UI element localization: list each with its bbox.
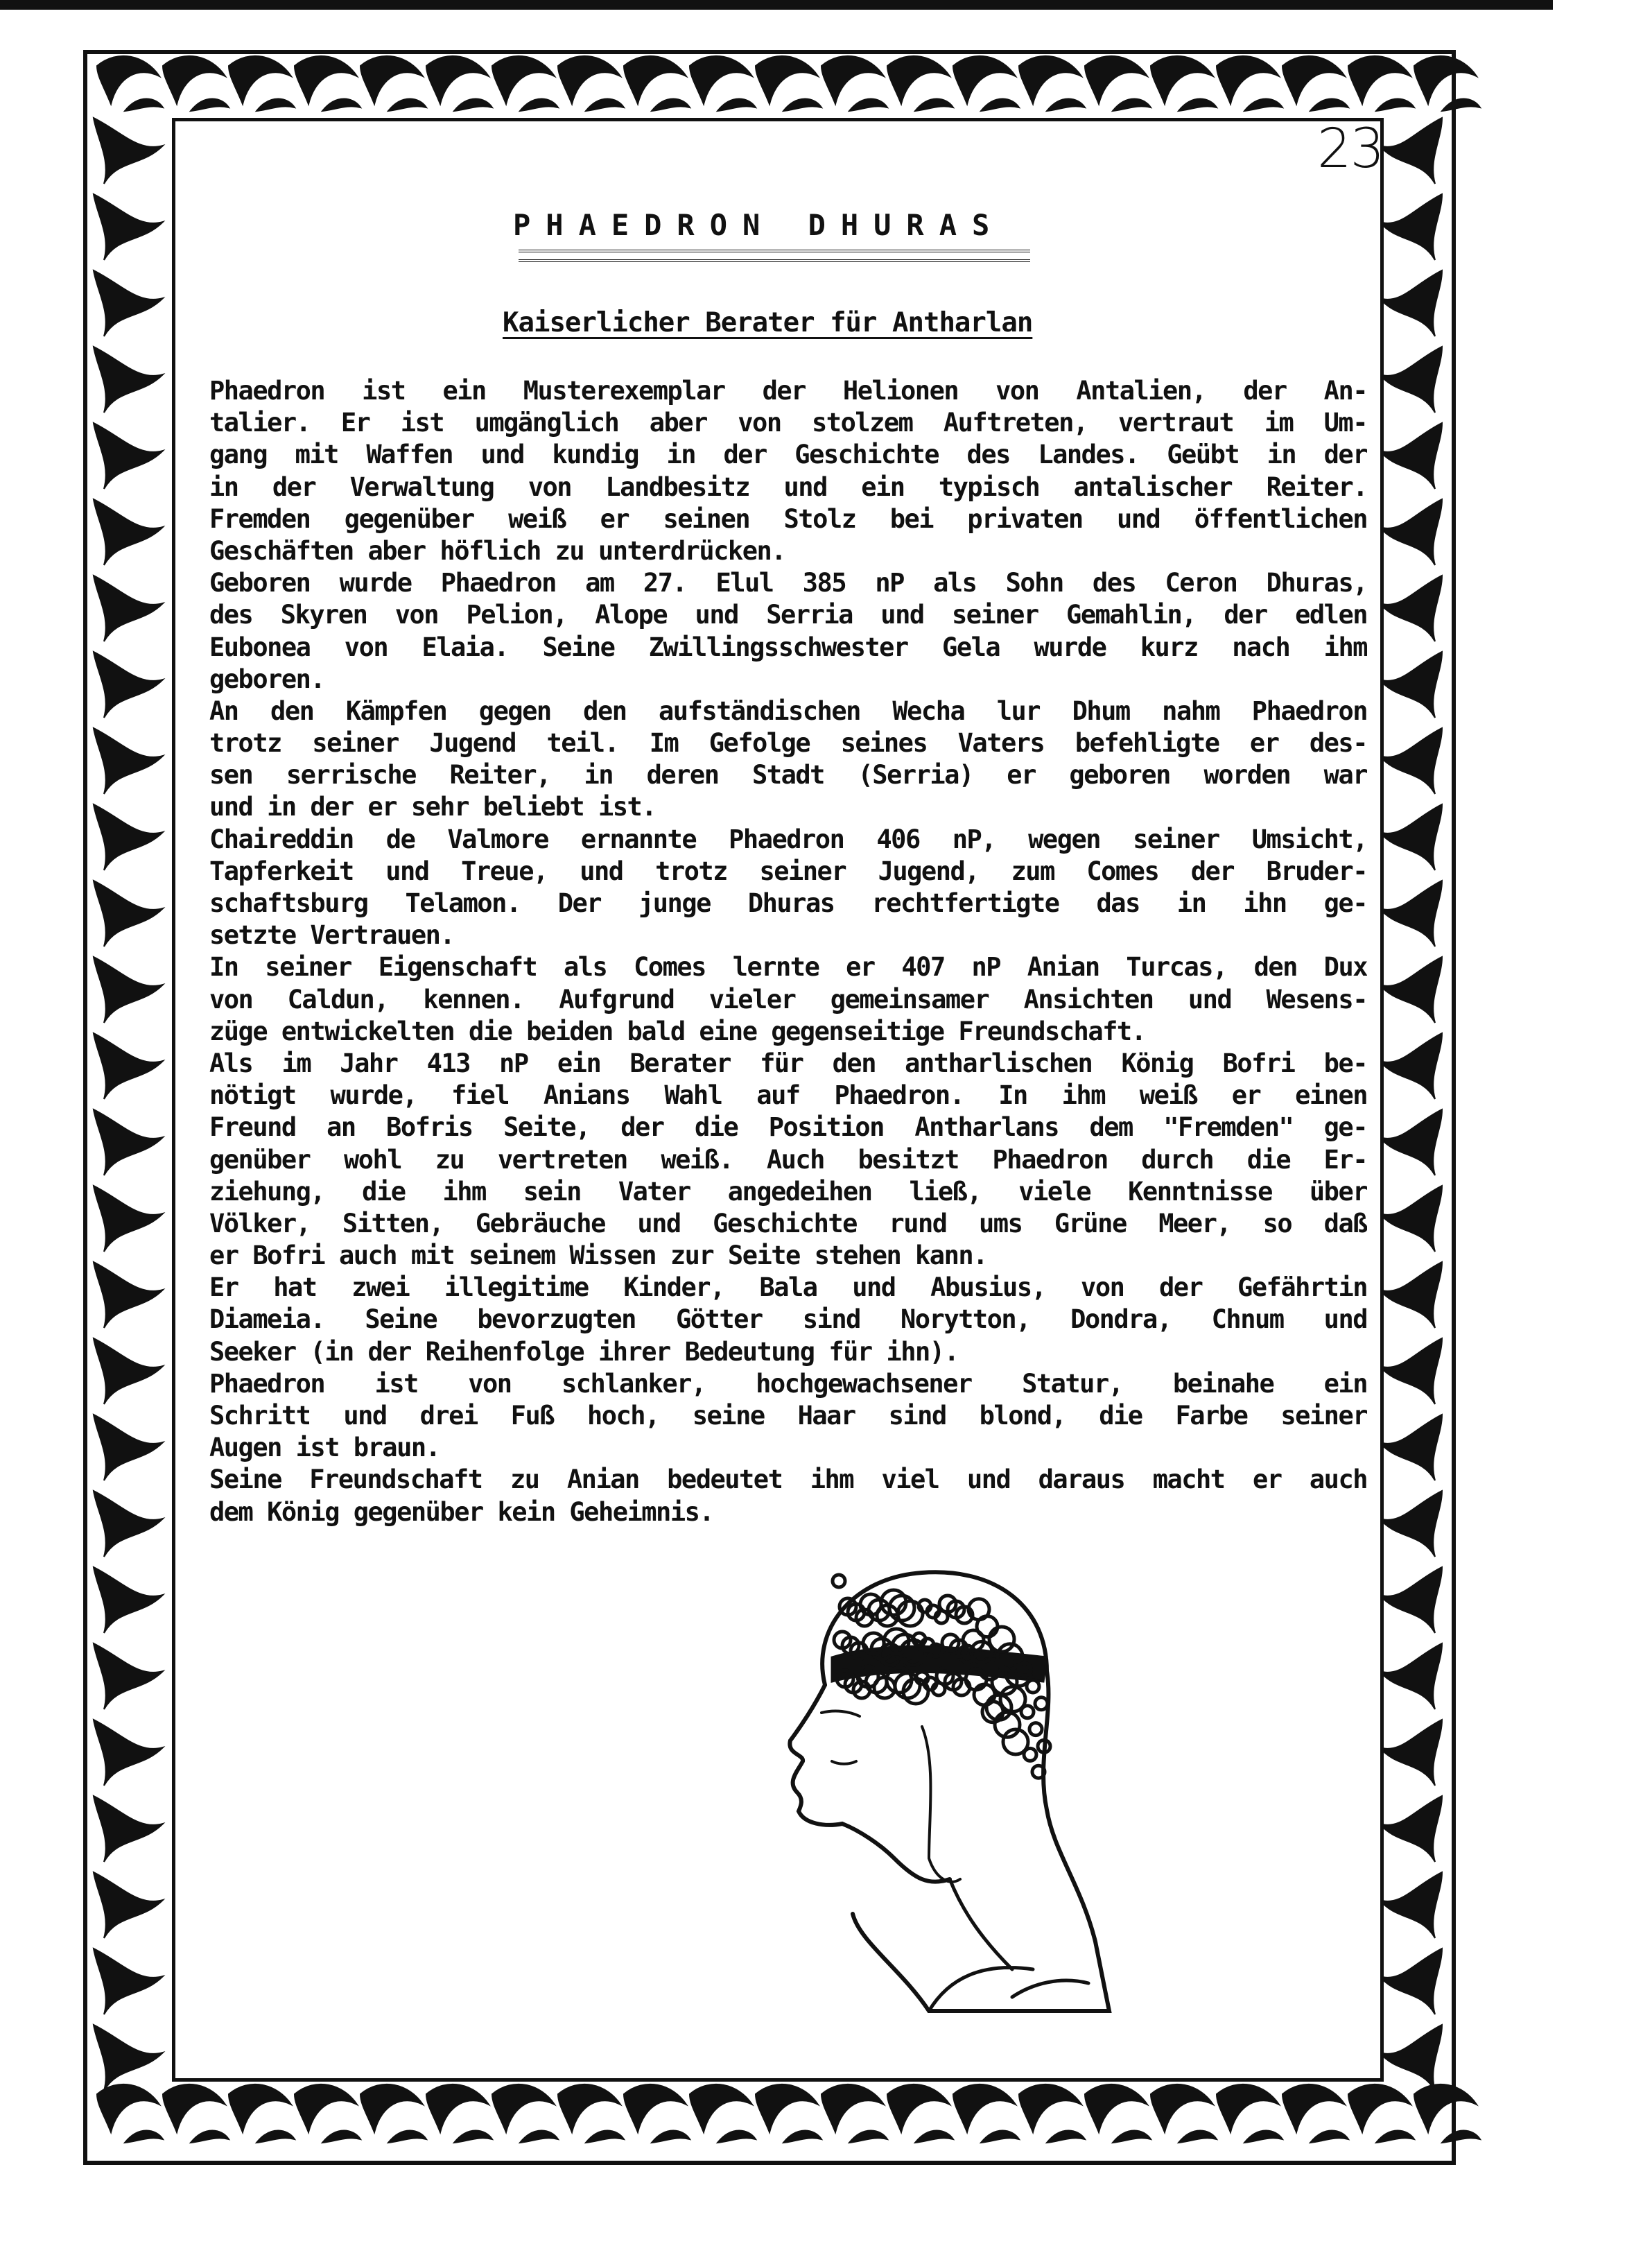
text-line: dem König gegenüber kein Geheimnis. [209,1496,714,1527]
text-line: Diameia. Seine bevorzugten Götter sind Norytton, Dondra, Chnum und [209,1304,1367,1335]
text-line: Augen ist braun. [209,1433,440,1463]
text-line: Seeker (in der Reihenfolge ihrer Bedeutung für ihn). [209,1336,959,1367]
text-line: Freund an Bofris Seite, der die Position Antharlans dem "Fremden" ge- [209,1112,1367,1143]
text-line: Er hat zwei illegitime Kinder, Bala und Abusius, von der Gefährtin [209,1272,1367,1303]
text-line: Eubonea von Elaia. Seine Zwillingsschwester Gela wurde kurz nach ihm [209,632,1367,662]
text-line: schaftsburg Telamon. Der junge Dhuras rechtfertigte das in ihn ge- [209,888,1367,918]
profile-portrait-illustration [721,1553,1137,2025]
text-line: Phaedron ist ein Musterexemplar der Helionen von Antalien, der An- [209,376,1367,406]
text-line: Tapferkeit und Treue, und trotz seiner Jugend, zum Comes der Bruder- [209,856,1367,886]
text-line: des Skyren von Pelion, Alope und Serria und seiner Gemahlin, der edlen [209,600,1367,630]
page-title: PHAEDRON DHURAS [513,208,1005,242]
text-line: er Bofri auch mit seinem Wissen zur Seite stehen kann. [209,1241,987,1271]
text-line: trotz seiner Jugend teil. Im Gefolge seines Vaters befehligte er des- [209,728,1367,759]
text-line: Völker, Sitten, Gebräuche und Geschichte rund ums Grüne Meer, so daß [209,1208,1367,1238]
text-line: ziehung, die ihm sein Vater angedeihen ließ, viele Kenntnisse über [209,1176,1367,1207]
text-line: und in der er sehr beliebt ist. [209,792,657,822]
text-line: in der Verwaltung von Landbesitz und ein typisch antalischer Reiter. [209,472,1367,502]
text-line: Geboren wurde Phaedron am 27. Elul 385 nP als Sohn des Ceron Dhuras, [209,568,1367,598]
text-line: Als im Jahr 413 nP ein Berater für den antharlischen König Bofri be- [209,1048,1367,1078]
text-line: gang mit Waffen und kundig in der Geschichte des Landes. Geübt in der [209,440,1367,470]
page-number: 23 [1317,118,1384,180]
text-line: züge entwickelten die beiden bald eine gegenseitige Freundschaft. [209,1016,1146,1046]
text-line: Geschäften aber höflich zu unterdrücken. [209,535,786,566]
title-double-rule [519,250,1030,262]
text-line: Seine Freundschaft zu Anian bedeutet ihm viel und daraus macht er auch [209,1465,1367,1495]
text-line: geboren. [209,664,325,694]
text-line: nötigt wurde, fiel Anians Wahl auf Phaedron. In ihm weiß er einen [209,1080,1367,1111]
biography-text [209,375,1367,1528]
text-line: genüber wohl zu vertreten weiß. Auch besitzt Phaedron durch die Er- [209,1144,1367,1175]
text-line: Fremden gegenüber weiß er seinen Stolz bei privaten und öffentlichen [209,503,1367,534]
text-line: sen serrische Reiter, in deren Stadt (Serria) er geboren worden war [209,760,1367,791]
page-subtitle: Kaiserlicher Berater für Antharlan [503,307,1033,338]
text-line: An den Kämpfen gegen den aufständischen Wecha lur Dhum nahm Phaedron [209,696,1367,726]
text-line: Schritt und drei Fuß hoch, seine Haar sind blond, die Farbe seiner [209,1401,1367,1431]
text-line: Phaedron ist von schlanker, hochgewachsener Statur, beinahe ein [209,1368,1367,1399]
text-line: von Caldun, kennen. Aufgrund vieler gemeinsamer Ansichten und Wesens- [209,984,1367,1014]
text-line: talier. Er ist umgänglich aber von stolzem Auftreten, vertraut im Um- [209,408,1367,438]
text-line: In seiner Eigenschaft als Comes lernte er 407 nP Anian Turcas, den Dux [209,952,1367,983]
text-line: setzte Vertrauen. [209,920,455,951]
text-line: Chaireddin de Valmore ernannte Phaedron 406 nP, wegen seiner Umsicht, [209,824,1367,854]
